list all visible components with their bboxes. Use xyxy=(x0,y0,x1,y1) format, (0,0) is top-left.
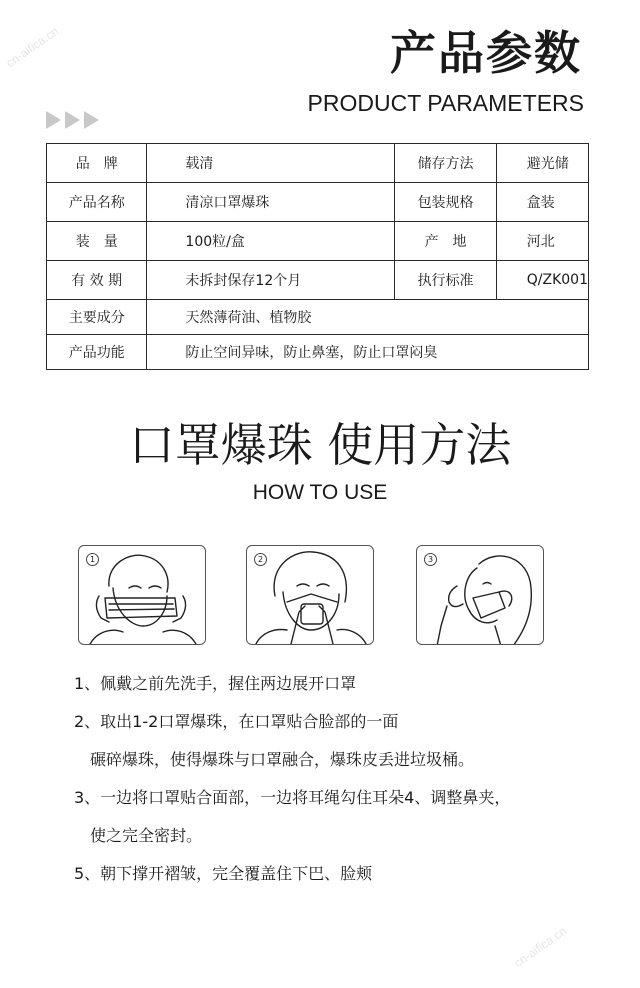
instruction-line: 碾碎爆珠，使得爆珠与口罩融合，爆珠皮丢进垃圾桶。 xyxy=(90,750,475,769)
instruction-line: 2、取出1-2口罩爆珠，在口罩贴合脸部的一面 xyxy=(74,712,399,731)
param-value: 未拆封保存12个月 xyxy=(147,261,395,300)
param-key: 产品名称 xyxy=(47,183,147,222)
param-key: 有 效 期 xyxy=(47,261,147,300)
param-value: 防止空间异味，防止鼻塞，防止口罩闷臭 xyxy=(147,335,589,370)
step-1-illustration xyxy=(78,545,206,645)
param-key: 品 牌 xyxy=(47,144,147,183)
param-key: 主要成分 xyxy=(47,300,147,335)
param-value: Q/ZK001 xyxy=(496,261,588,300)
page-title: 产品参数 xyxy=(390,26,582,80)
param-value: 河北 xyxy=(496,222,588,261)
usage-title: 口罩爆珠 使用方法 xyxy=(128,418,512,472)
param-key: 产 地 xyxy=(395,222,496,261)
usage-subtitle: HOW TO USE xyxy=(252,481,388,504)
param-key: 产品功能 xyxy=(47,335,147,370)
parameters-table xyxy=(46,143,589,370)
page-subtitle: PRODUCT PARAMETERS xyxy=(307,90,584,116)
watermark-text: cn-aifica.cn xyxy=(511,923,570,971)
param-key: 执行标准 xyxy=(395,261,496,300)
step-number-badge: 1 xyxy=(86,553,99,566)
param-value: 避光储 xyxy=(496,144,588,183)
decorative-arrows xyxy=(46,111,99,129)
step-2-illustration xyxy=(246,545,374,645)
table-row xyxy=(47,335,589,370)
param-key: 包装规格 xyxy=(395,183,496,222)
instruction-line: 1、佩戴之前先洗手，握住两边展开口罩 xyxy=(74,674,357,693)
instruction-line: 使之完全密封。 xyxy=(90,826,203,845)
watermark-text: cn-aifica.cn xyxy=(3,23,62,71)
instruction-line: 5、朝下撑开褶皱，完全覆盖住下巴、脸颊 xyxy=(74,864,373,883)
instruction-line: 3、一边将口罩贴合面部，一边将耳绳勾住耳朵4、调整鼻夹， xyxy=(74,788,511,807)
param-value: 天然薄荷油、植物胶 xyxy=(147,300,589,335)
param-value: 载清 xyxy=(147,144,395,183)
table-row xyxy=(47,144,589,183)
table-row xyxy=(47,183,589,222)
table-row xyxy=(47,222,589,261)
param-key: 装 量 xyxy=(47,222,147,261)
arrow-right-icon xyxy=(65,111,80,129)
arrow-right-icon xyxy=(84,111,99,129)
step-number-badge: 2 xyxy=(254,553,267,566)
arrow-right-icon xyxy=(46,111,61,129)
param-key: 储存方法 xyxy=(395,144,496,183)
step-number-badge: 3 xyxy=(424,553,437,566)
table-row xyxy=(47,261,589,300)
param-value: 100粒/盒 xyxy=(147,222,395,261)
table-row xyxy=(47,300,589,335)
step-3-illustration xyxy=(416,545,544,645)
param-value: 盒装 xyxy=(496,183,588,222)
param-value: 清凉口罩爆珠 xyxy=(147,183,395,222)
